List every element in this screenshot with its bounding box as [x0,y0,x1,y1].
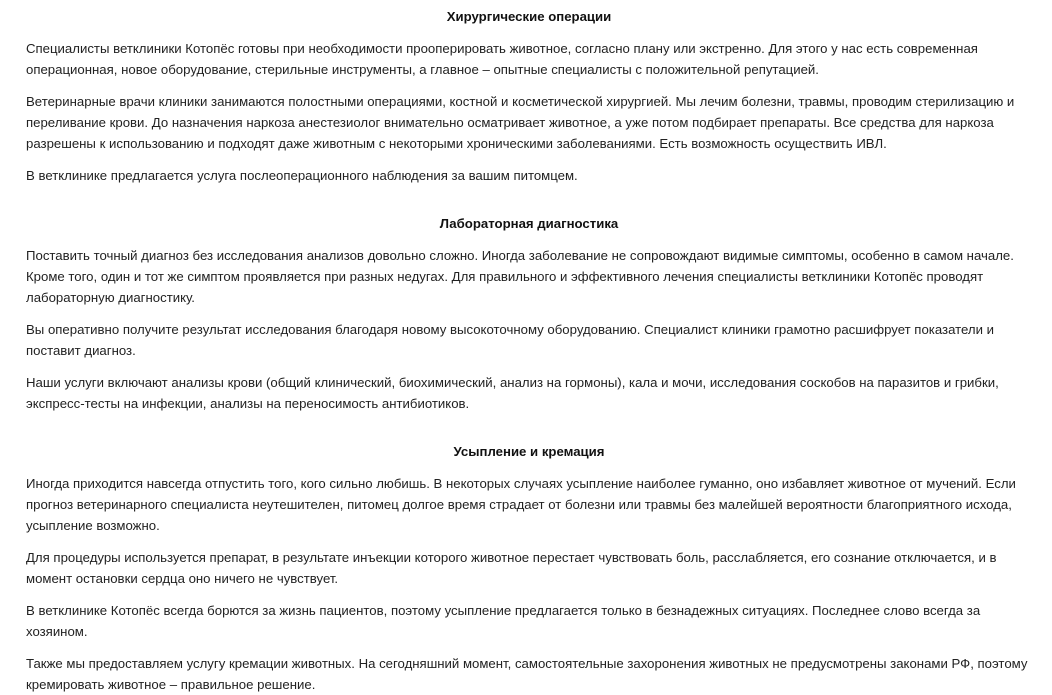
section-title-surgery: Хирургические операции [446,9,612,24]
paragraph: Вы оперативно получите результат исследования благодаря новому высокоточному оборудованию. Специалист клиники грамотно расшифрует показатели и поставит диагноз. [26,322,994,358]
paragraph: Также мы предоставляем услугу кремации животных. На сегодняшний момент, самостоятельные захоронения животных не предусмотрены законами РФ, поэтому кремировать животное – правильное решение. [26,656,1028,692]
paragraph: Для процедуры используется препарат, в результате инъекции которого животное перестает чувствовать боль, расслабляется, его сознание отключается, и в момент остановки сердца оно ничего не чувствует. [26,550,997,586]
section-euthanasia-cremation [26,441,1032,695]
section-title-lab-diagnostics: Лабораторная диагностика [439,216,619,231]
paragraph: В ветклинике Котопёс всегда борются за жизнь пациентов, поэтому усыпление предлагается только в безнадежных ситуациях. Последнее слово всегда за хозяином. [26,603,981,639]
paragraph: Иногда приходится навсегда отпустить того, кого сильно любишь. В некоторых случаях усыпление наиболее гуманно, оно избавляет животное от мучений. Если прогноз ветеринарного специалиста неутешителен, питомец долгое время страдает от болезни или травмы без малейшей вероятности благоприятного исхода, усыпление возможно. [26,476,1016,533]
section-lab-diagnostics [26,213,1032,414]
paragraph: Специалисты ветклиники Котопёс готовы при необходимости прооперировать животное, согласно плану или экстренно. Для этого у нас есть современная операционная, новое оборудование, стерильные инструменты, а главное – опытные специалисты с положительной репутацией. [26,41,978,77]
section-surgery [26,6,1032,186]
paragraph: В ветклинике предлагается услуга послеоперационного наблюдения за вашим питомцем. [26,168,578,183]
paragraph: Ветеринарные врачи клиники занимаются полостными операциями, костной и косметической хирургией. Мы лечим болезни, травмы, проводим стерилизацию и переливание крови. До назначения наркоза анестезиолог внимательно осматривает животное, а уже потом подбирает препараты. Все средства для наркоза разрешены к использованию и подходят даже животным с некоторыми хроническими заболеваниями. Есть возможность осуществить ИВЛ. [26,94,1015,151]
section-title-euthanasia-cremation: Усыпление и кремация [453,444,605,459]
paragraph: Поставить точный диагноз без исследования анализов довольно сложно. Иногда заболевание не сопровождают видимые симптомы, особенно в самом начале. Кроме того, один и тот же симптом проявляется при разных недугах. Для правильного и эффективного лечения специалисты ветклиники Котопёс проводят лабораторную диагностику. [26,248,1014,305]
paragraph: Наши услуги включают анализы крови (общий клинический, биохимический, анализ на гормоны), кала и мочи, исследования соскобов на паразитов и грибки, экспресс-тесты на инфекции, анализы на переносимость антибиотиков. [26,375,999,411]
